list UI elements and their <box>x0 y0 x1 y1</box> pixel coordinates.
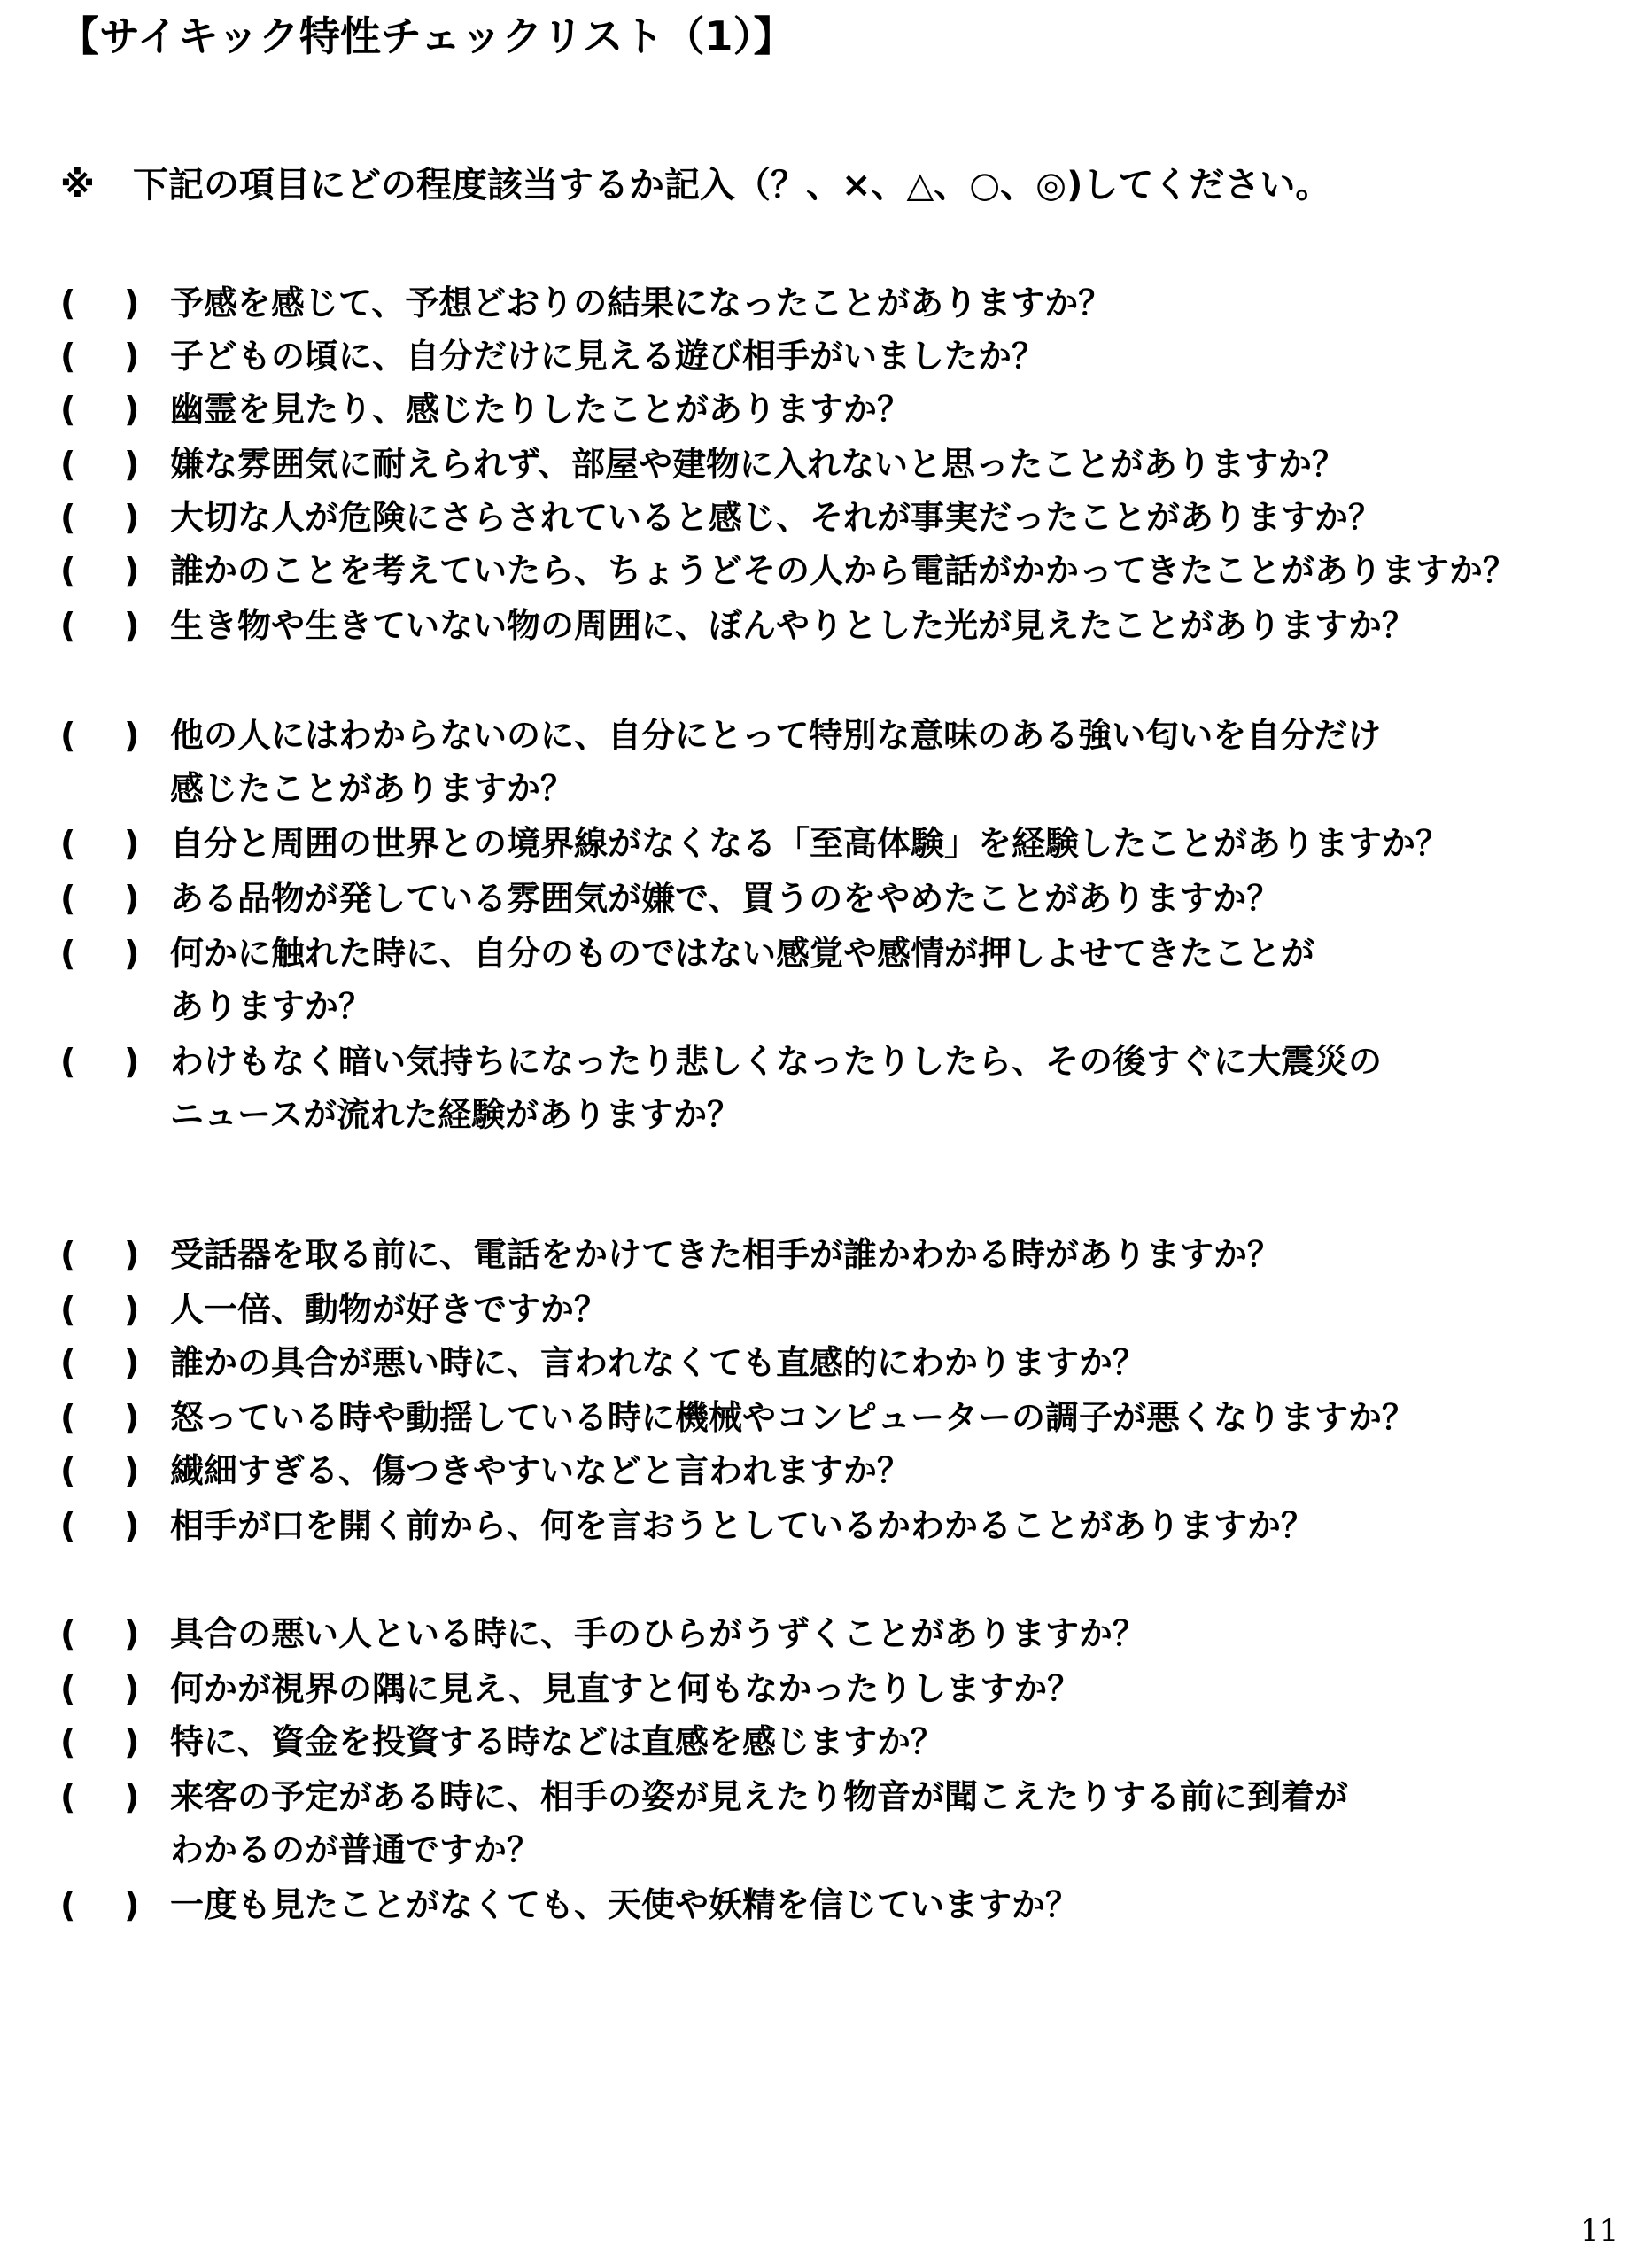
answer-box-close[interactable]: ) <box>124 551 140 590</box>
question-text <box>170 1391 1415 1444</box>
question-line-1: 一度も見たことがなくても、天使や妖精を信じていますか？ <box>170 1885 1080 1924</box>
question-text <box>170 817 1449 870</box>
question-line-2: ありますか？ <box>170 987 373 1026</box>
answer-box-open[interactable]: ( <box>60 606 76 645</box>
question-text <box>170 544 1516 597</box>
page-number: 11 <box>1580 2213 1619 2249</box>
answer-box-open[interactable]: ( <box>60 1506 76 1545</box>
answer-box-close[interactable]: ) <box>124 445 140 484</box>
question-line-1: 大切な人が危険にさらされていると感じ、それが事実だったことがありますか？ <box>170 498 1383 537</box>
question-text <box>170 1878 1079 1931</box>
question-line-1: 予感を感じて、予想どおりの結果になったことがありますか？ <box>170 284 1113 322</box>
question-line-1: 受話器を取る前に、電話をかけてきた相手が誰かわかる時がありますか？ <box>170 1235 1282 1274</box>
answer-box-close[interactable]: ) <box>124 879 140 918</box>
answer-box-close[interactable]: ) <box>124 498 140 537</box>
answer-box-close[interactable]: ) <box>124 284 140 322</box>
answer-box-open[interactable]: ( <box>60 1614 76 1653</box>
answer-box-open[interactable]: ( <box>60 824 76 863</box>
question-text <box>170 1770 1348 1876</box>
answer-box-open[interactable]: ( <box>60 337 76 376</box>
question-line-1: 嫌な雰囲気に耐えられず、部屋や建物に入れないと思ったことがありますか？ <box>170 445 1345 484</box>
question-line-1: 子どもの頃に、自分だけに見える遊び相手がいましたか？ <box>170 337 1046 376</box>
answer-box-open[interactable]: ( <box>60 716 76 755</box>
answer-box-close[interactable]: ) <box>124 1506 140 1545</box>
question-line-1: 相手が口を開く前から、何を言おうとしているかわかることがありますか？ <box>170 1506 1315 1545</box>
answer-box-close[interactable]: ) <box>124 1343 140 1382</box>
answer-box-close[interactable]: ) <box>124 1235 140 1274</box>
answer-box-close[interactable]: ) <box>124 1042 140 1081</box>
question-line-1: 怒っている時や動揺している時に機械やコンピューターの調子が悪くなりますか？ <box>170 1398 1416 1437</box>
question-line-1: 自分と周囲の世界との境界線がなくなる「至高体験」を経験したことがありますか？ <box>170 824 1450 863</box>
answer-box-close[interactable]: ) <box>124 1290 140 1329</box>
question-line-1: 誰かの具合が悪い時に、言われなくても直感的にわかりますか？ <box>170 1343 1147 1382</box>
question-text <box>170 1444 911 1497</box>
question-text <box>170 383 911 436</box>
question-line-1: 人一倍、動物が好きですか？ <box>170 1290 609 1329</box>
answer-box-open[interactable]: ( <box>60 1885 76 1924</box>
question-line-2: わかるのが普通ですか？ <box>170 1830 541 1869</box>
question-text <box>170 709 1381 815</box>
answer-box-close[interactable]: ) <box>124 1669 140 1708</box>
answer-box-close[interactable]: ) <box>124 1451 140 1490</box>
question-line-1: 何かに触れた時に、自分のものではない感覚や感情が押しよせてきたことが <box>170 934 1315 973</box>
answer-box-open[interactable]: ( <box>60 390 76 429</box>
answer-box-open[interactable]: ( <box>60 498 76 537</box>
answer-box-open[interactable]: ( <box>60 1042 76 1081</box>
answer-box-close[interactable]: ) <box>124 716 140 755</box>
answer-box-close[interactable]: ) <box>124 1614 140 1653</box>
question-line-1: 他の人にはわからないのに、自分にとって特別な意味のある強い匂いを自分だけ <box>170 716 1382 755</box>
question-line-1: わけもなく暗い気持ちになったり悲しくなったりしたら、その後すぐに大震災の <box>170 1042 1383 1081</box>
answer-box-open[interactable]: ( <box>60 934 76 973</box>
answer-box-open[interactable]: ( <box>60 1669 76 1708</box>
question-text <box>170 599 1415 652</box>
answer-box-open[interactable]: ( <box>60 1398 76 1437</box>
question-line-1: ある品物が発している雰囲気が嫌で、買うのをやめたことがありますか？ <box>170 879 1281 918</box>
answer-box-open[interactable]: ( <box>60 1290 76 1329</box>
answer-box-close[interactable]: ) <box>124 1398 140 1437</box>
answer-box-close[interactable]: ) <box>124 824 140 863</box>
question-line-1: 具合の悪い人といる時に、手のひらがうずくことがありますか？ <box>170 1614 1147 1653</box>
question-text <box>170 1607 1146 1660</box>
question-text <box>170 1715 944 1768</box>
answer-box-close[interactable]: ) <box>124 390 140 429</box>
answer-box-open[interactable]: ( <box>60 1343 76 1382</box>
question-text <box>170 1228 1281 1281</box>
question-text <box>170 927 1314 1033</box>
answer-box-open[interactable]: ( <box>60 284 76 322</box>
question-text <box>170 1035 1382 1141</box>
question-line-1: 幽霊を見たり、感じたりしたことがありますか？ <box>170 390 911 429</box>
answer-box-close[interactable]: ) <box>124 337 140 376</box>
question-text <box>170 1336 1146 1389</box>
answer-box-open[interactable]: ( <box>60 1451 76 1490</box>
answer-box-close[interactable]: ) <box>124 1885 140 1924</box>
answer-box-open[interactable]: ( <box>60 551 76 590</box>
question-line-1: 特に、資金を投資する時などは直感を感じますか？ <box>170 1722 945 1761</box>
answer-box-close[interactable]: ) <box>124 606 140 645</box>
answer-box-open[interactable]: ( <box>60 1235 76 1274</box>
question-text <box>170 1662 1081 1715</box>
answer-box-open[interactable]: ( <box>60 1722 76 1761</box>
question-line-1: 繊細すぎる、傷つきやすいなどと言われますか？ <box>170 1451 911 1490</box>
question-line-1: 来客の予定がある時に、相手の姿が見えたり物音が聞こえたりする前に到着が <box>170 1777 1349 1816</box>
question-line-1: 生き物や生きていない物の周囲に、ぼんやりとした光が見えたことがありますか？ <box>170 606 1416 645</box>
question-text <box>170 276 1112 330</box>
question-text <box>170 438 1345 491</box>
question-text <box>170 491 1382 544</box>
answer-box-open[interactable]: ( <box>60 879 76 918</box>
question-line-2: 感じたことがありますか？ <box>170 769 575 808</box>
answer-box-open[interactable]: ( <box>60 445 76 484</box>
question-text <box>170 1499 1314 1552</box>
answer-box-open[interactable]: ( <box>60 1777 76 1816</box>
answer-box-close[interactable]: ) <box>124 1722 140 1761</box>
page-title: 【サイキック特性チェックリスト（1）】 <box>58 12 795 60</box>
question-line-1: 誰かのことを考えていたら、ちょうどその人から電話がかかってきたことがありますか？ <box>170 551 1517 590</box>
answer-box-close[interactable]: ) <box>124 1777 140 1816</box>
question-line-1: 何かが視界の隅に見え、見直すと何もなかったりしますか？ <box>170 1669 1082 1708</box>
question-line-2: ニュースが流れた経験がありますか？ <box>170 1095 741 1134</box>
instruction-text: 下記の項目にどの程度該当するか記入（？、×、△、○、◎)してください。 <box>133 165 1331 206</box>
answer-box-close[interactable]: ) <box>124 934 140 973</box>
question-text <box>170 872 1280 925</box>
instruction <box>60 159 1330 211</box>
question-text <box>170 1283 608 1336</box>
note-mark: ※ <box>60 165 95 206</box>
question-text <box>170 330 1045 383</box>
